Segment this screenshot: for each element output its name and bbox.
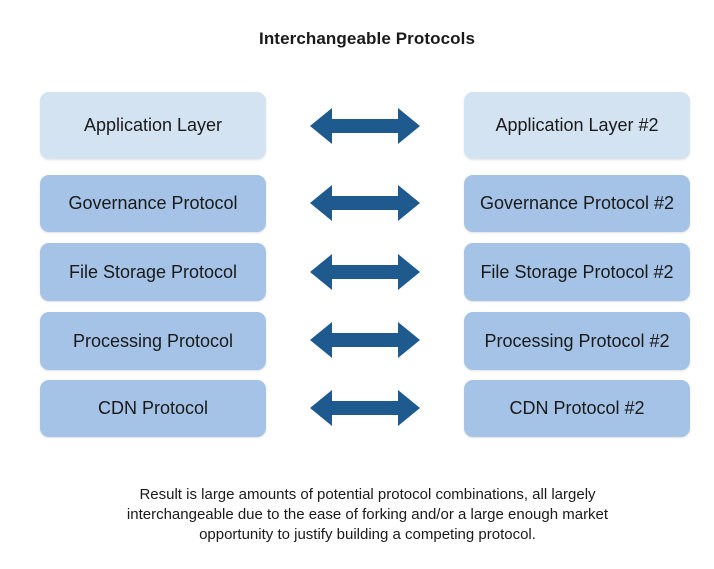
footer-line-3: opportunity to justify building a competing protocol. bbox=[199, 526, 536, 543]
double-arrow-icon bbox=[310, 254, 420, 290]
box-application-layer: Application Layer bbox=[40, 92, 266, 159]
box-processing-protocol: Processing Protocol bbox=[40, 312, 266, 370]
diagram-title: Interchangeable Protocols bbox=[259, 29, 475, 48]
box-application-layer-2: Application Layer #2 bbox=[464, 92, 690, 159]
box-cdn-protocol-2: CDN Protocol #2 bbox=[464, 380, 690, 437]
double-arrow-icon bbox=[310, 185, 420, 221]
box-governance-protocol: Governance Protocol bbox=[40, 175, 266, 232]
double-arrow-icon bbox=[310, 108, 420, 144]
box-file-storage-protocol: File Storage Protocol bbox=[40, 243, 266, 301]
box-cdn-protocol: CDN Protocol bbox=[40, 380, 266, 437]
footer-caption bbox=[100, 485, 635, 545]
box-file-storage-protocol-2: File Storage Protocol #2 bbox=[464, 243, 690, 301]
footer-line-2: interchangeable due to the ease of forking and/or a large enough market bbox=[126, 506, 609, 523]
double-arrow-icon bbox=[310, 390, 420, 426]
box-processing-protocol-2: Processing Protocol #2 bbox=[464, 312, 690, 370]
box-governance-protocol-2: Governance Protocol #2 bbox=[464, 175, 690, 232]
double-arrow-icon bbox=[310, 322, 420, 358]
footer-line-1: Result is large amounts of potential protocol combinations, all largely bbox=[139, 486, 596, 503]
